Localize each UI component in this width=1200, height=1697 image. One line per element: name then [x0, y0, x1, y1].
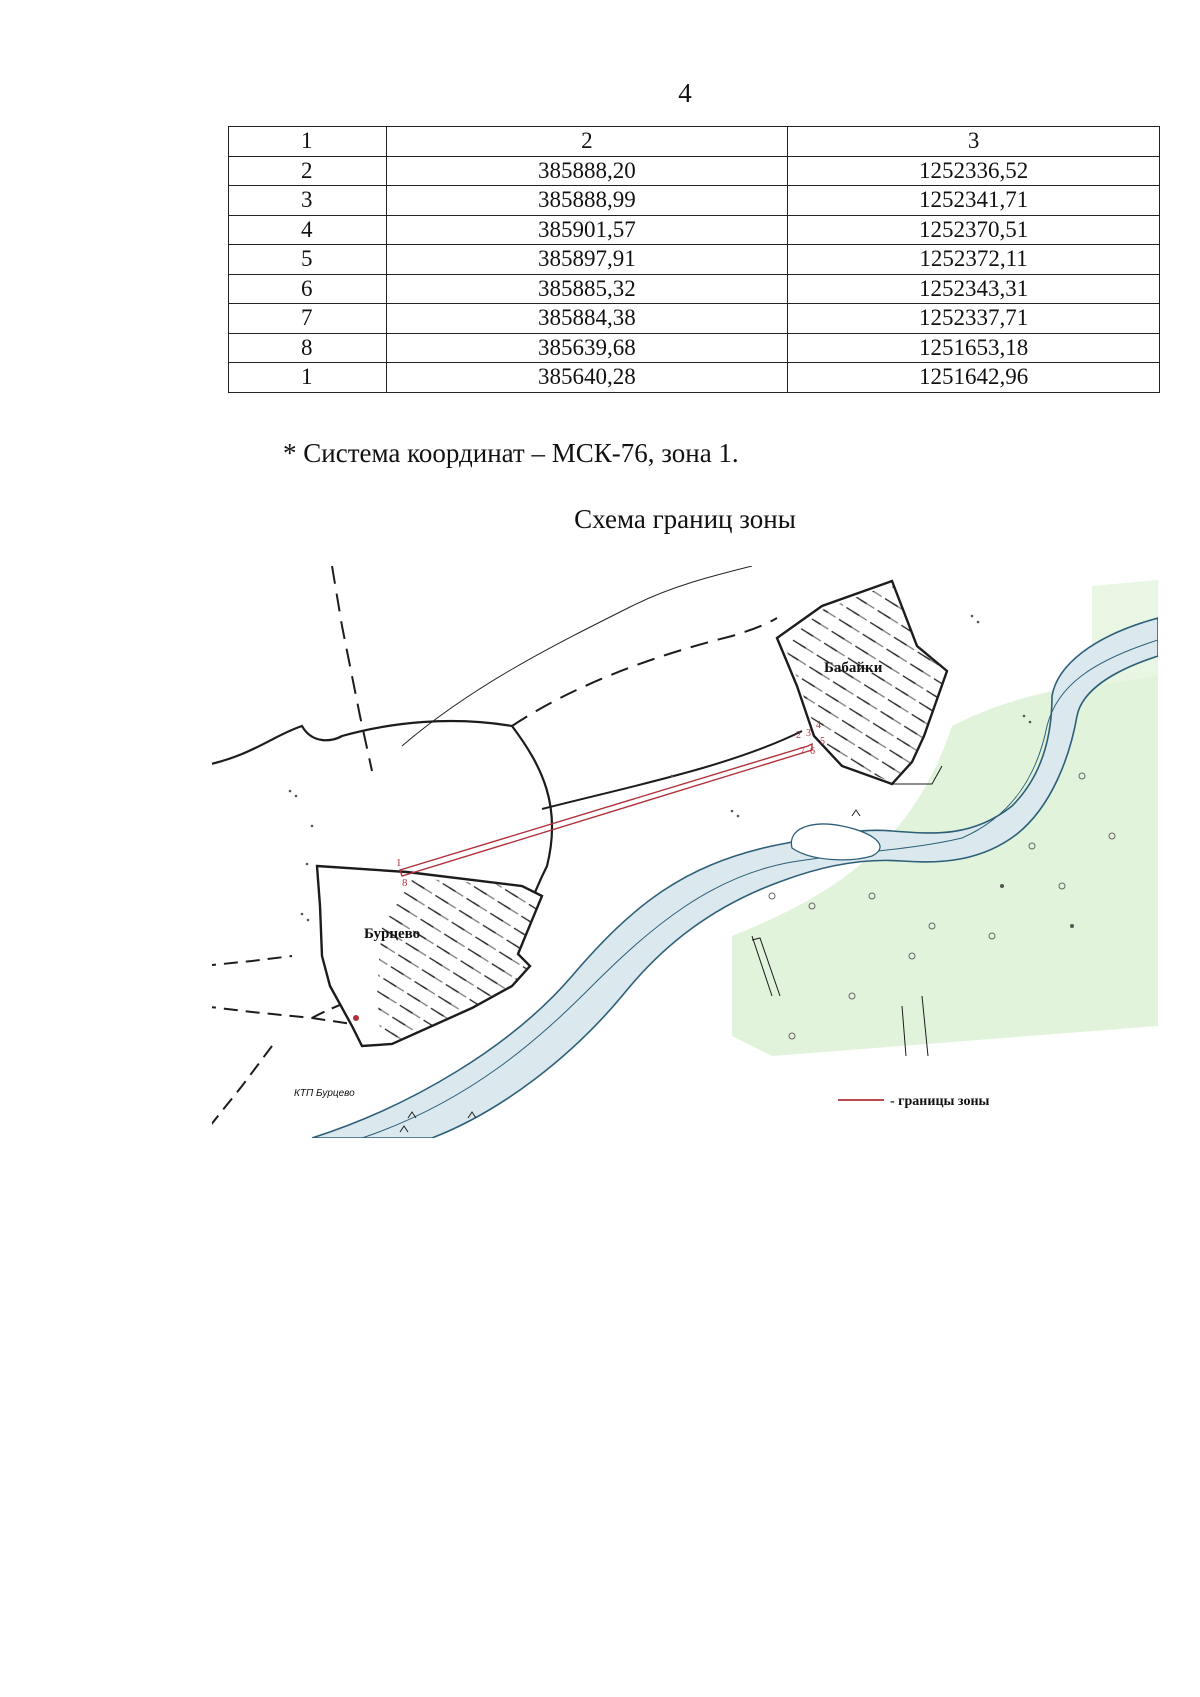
table-cell-col3: 1252343,31 — [788, 274, 1160, 304]
table-cell-col3: 1251642,96 — [788, 363, 1160, 393]
point-label-4: 4 — [816, 720, 821, 731]
table-row — [229, 245, 1160, 275]
table-row — [229, 156, 1160, 186]
table-cell-col2: 385884,38 — [386, 304, 788, 334]
table-cell-col1: 2 — [229, 156, 387, 186]
map-title: Схема границ зоны — [574, 504, 796, 534]
ktp-label: КТП Бурцево — [294, 1088, 355, 1099]
table-cell-col1: 1 — [229, 127, 387, 157]
zone-boundary-map — [212, 566, 1158, 1138]
table-header-row — [229, 127, 1160, 157]
table-cell-col2: 385888,20 — [386, 156, 788, 186]
table-cell-col2: 385885,32 — [386, 274, 788, 304]
boundary-marker-dot — [353, 1015, 359, 1021]
table-cell-col1: 5 — [229, 245, 387, 275]
point-label-1: 1 — [396, 857, 402, 869]
table-cell-col1: 4 — [229, 215, 387, 245]
table-cell-col2: 2 — [386, 127, 788, 157]
map-svg — [212, 566, 1158, 1138]
table-cell-col2: 385888,99 — [386, 186, 788, 216]
field-boundary-north — [402, 566, 752, 746]
table-row — [229, 333, 1160, 363]
point-label-3: 3 — [806, 728, 811, 739]
table-row — [229, 186, 1160, 216]
table-cell-col2: 385897,91 — [386, 245, 788, 275]
table-cell-col3: 1252370,51 — [788, 215, 1160, 245]
table-row — [229, 304, 1160, 334]
table-cell-col3: 1252372,11 — [788, 245, 1160, 275]
table-cell-col3: 1252341,71 — [788, 186, 1160, 216]
table-cell-col1: 1 — [229, 363, 387, 393]
point-label-8: 8 — [402, 877, 408, 889]
point-label-2: 2 — [796, 730, 801, 741]
point-label-7: 7 — [800, 746, 805, 757]
table-cell-col3: 1251653,18 — [788, 333, 1160, 363]
table-cell-col2: 385640,28 — [386, 363, 788, 393]
coordinates-table — [228, 126, 1160, 393]
river-oxbow — [791, 824, 880, 860]
track-middle — [542, 731, 802, 809]
table-row — [229, 274, 1160, 304]
table-cell-col3: 1252337,71 — [788, 304, 1160, 334]
babaiki-hatch-2 — [784, 584, 947, 782]
page-number: 4 — [678, 78, 692, 108]
dashed-road-west — [332, 566, 372, 771]
table-cell-col1: 8 — [229, 333, 387, 363]
table-cell-col2: 385901,57 — [386, 215, 788, 245]
point-label-6: 6 — [810, 746, 815, 757]
table-cell-col2: 385639,68 — [386, 333, 788, 363]
dashed-road-east — [512, 618, 777, 726]
coordinate-system-footnote: * Система координат – МСК-76, зона 1. — [283, 438, 739, 468]
table-cell-col1: 3 — [229, 186, 387, 216]
burtsevo-hatch-2 — [377, 878, 542, 1044]
table-cell-col1: 7 — [229, 304, 387, 334]
point-label-5: 5 — [820, 736, 825, 747]
settlement-label-babaiki: Бабайки — [824, 660, 883, 676]
table-row — [229, 215, 1160, 245]
table-cell-col1: 6 — [229, 274, 387, 304]
table-cell-col3: 1252336,52 — [788, 156, 1160, 186]
table-cell-col3: 3 — [788, 127, 1160, 157]
table-row — [229, 363, 1160, 393]
legend-text: - границы зоны — [890, 1094, 990, 1109]
settlement-label-burtsevo: Бурцево — [364, 926, 421, 942]
